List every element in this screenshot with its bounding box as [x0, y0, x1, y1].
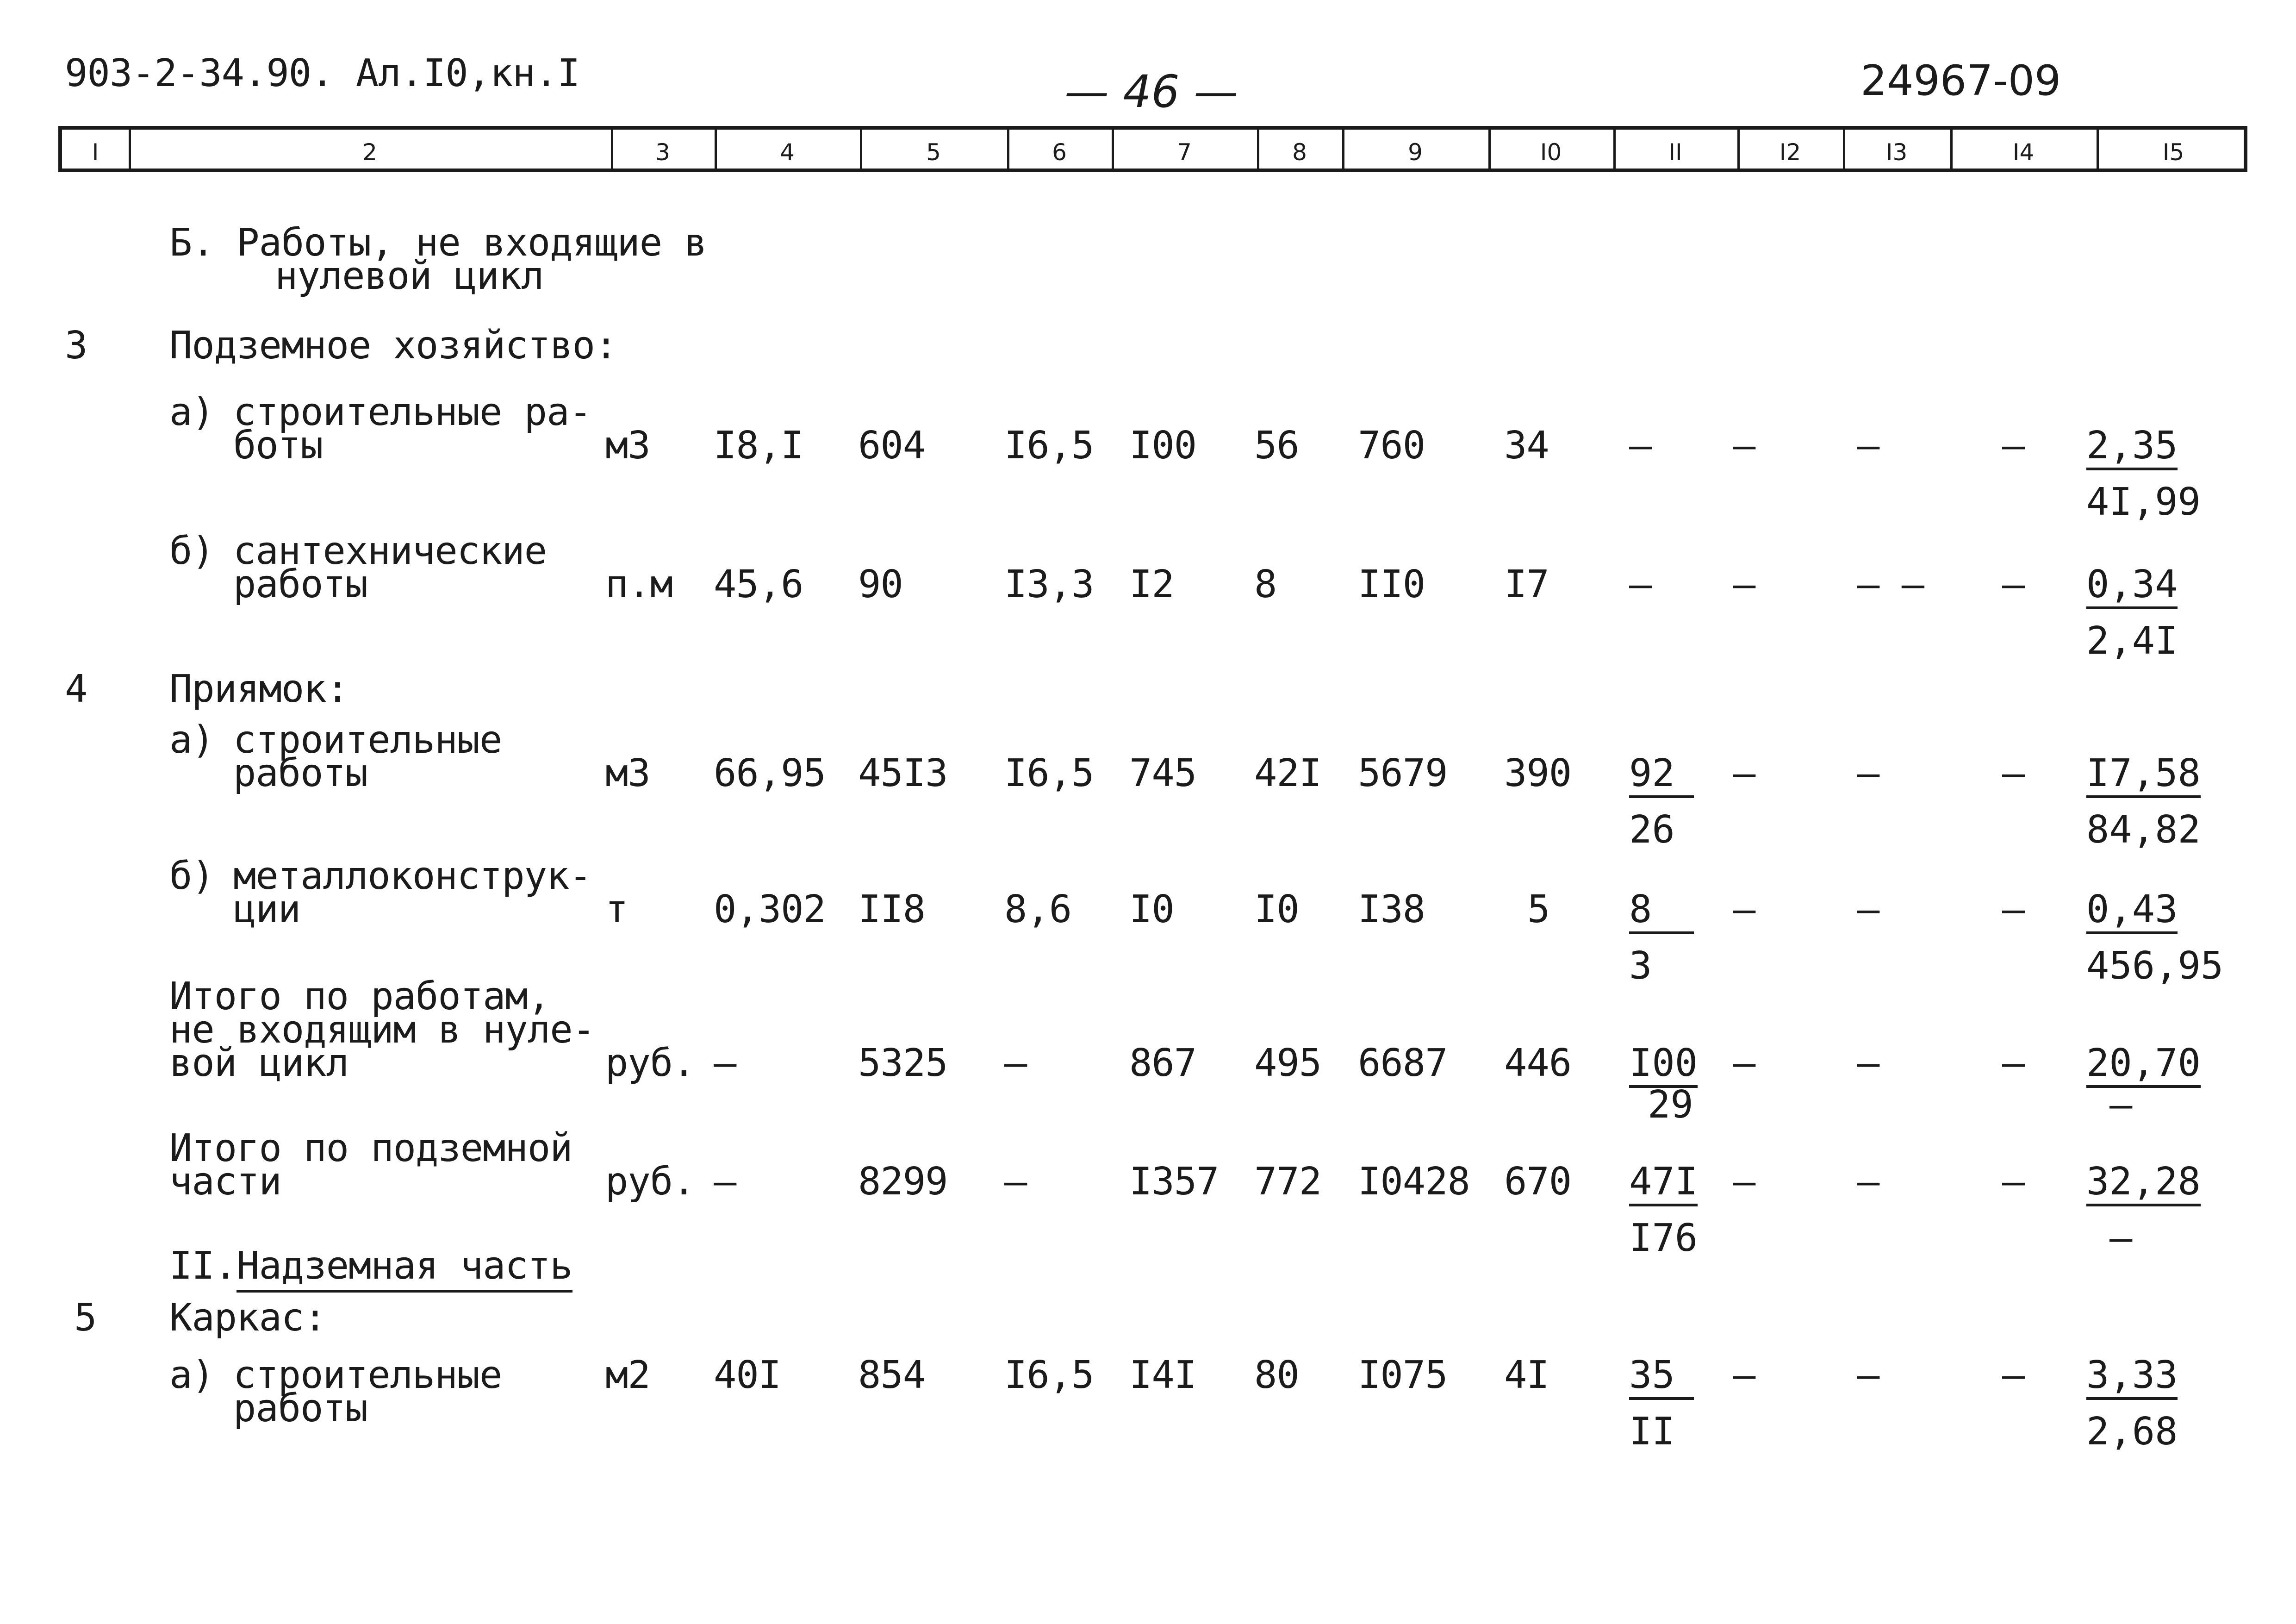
cell: 66,95: [714, 751, 826, 795]
group-title: Каркас:: [169, 1296, 326, 1340]
col-number: 8: [1292, 139, 1307, 166]
section-ii-heading: [169, 1244, 572, 1288]
row-label: строительные ра-: [233, 390, 591, 434]
cell: I4I: [1129, 1353, 1197, 1397]
cell: 760: [1358, 424, 1425, 468]
fraction-cell: [1629, 1353, 1694, 1454]
cell: I38: [1358, 887, 1425, 931]
section-ii-prefix: II.: [169, 1244, 237, 1288]
cell: –: [1857, 887, 1879, 931]
fraction-denominator: II: [1629, 1410, 1675, 1454]
inventory-number: 24967-09: [1860, 56, 2061, 105]
fraction-numerator: I00: [1629, 1044, 1698, 1088]
cell: –: [1733, 887, 1755, 931]
fraction-numerator: I7,58: [2086, 755, 2201, 798]
row-label: Итого по работам,: [169, 974, 550, 1018]
cell: –: [1857, 1160, 1879, 1204]
fraction-cell: [2086, 751, 2201, 852]
fraction-denominator: 3: [1629, 944, 1652, 988]
cell: –: [2002, 751, 2025, 795]
unit-cell: п.м: [605, 562, 673, 606]
cell: II8: [858, 887, 926, 931]
unit-cell: т: [605, 887, 628, 931]
cell: I0428: [1358, 1160, 1470, 1204]
row-label: Итого по подземной: [169, 1126, 572, 1170]
col-number: I: [92, 139, 99, 166]
cell: 5679: [1358, 751, 1448, 795]
document-code: 903-2-34.90. Ал.I0,кн.I: [65, 51, 580, 95]
cell: 42I: [1254, 751, 1322, 795]
fraction-numerator: 0,34: [2086, 566, 2178, 609]
row-prefix: б): [169, 854, 214, 898]
group-number: 3: [65, 324, 87, 368]
cell: –: [714, 1160, 736, 1204]
cell: 8: [1254, 562, 1277, 606]
row-label: сантехнические: [233, 529, 547, 573]
col-number: I5: [2162, 139, 2184, 166]
fraction-denominator: 2,68: [2086, 1410, 2178, 1454]
cell: –: [2002, 1353, 2025, 1397]
cell: 4I: [1504, 1353, 1549, 1397]
fraction-cell: [2086, 887, 2224, 988]
cell: 34: [1504, 424, 1549, 468]
fraction-numerator: 8: [1629, 891, 1694, 934]
cell: I6,5: [1004, 1353, 1094, 1397]
unit-cell: м3: [605, 424, 650, 468]
cell: I357: [1129, 1160, 1219, 1204]
cell: I7: [1504, 562, 1549, 606]
cell: 5: [1527, 887, 1550, 931]
page-number: — 46 —: [1064, 66, 1238, 118]
cell: –: [1857, 1041, 1879, 1085]
fraction-cell: [1629, 751, 1694, 852]
fraction-numerator: 92: [1629, 755, 1694, 798]
cell: –: [1733, 424, 1755, 468]
fraction-denominator: –: [2109, 1083, 2133, 1127]
cell: –: [1004, 1160, 1027, 1204]
col-number: 9: [1408, 139, 1423, 166]
cell: 8299: [858, 1160, 948, 1204]
group-number: 5: [74, 1296, 97, 1340]
cell: I8,I: [714, 424, 803, 468]
col-number: 7: [1177, 139, 1192, 166]
cell: –: [2002, 1160, 2025, 1204]
cell: –: [1733, 562, 1755, 606]
fraction-denominator: –: [2109, 1216, 2133, 1260]
row-label-cont: боты: [233, 424, 323, 468]
cell: I6,5: [1004, 751, 1094, 795]
cell: 495: [1254, 1041, 1322, 1085]
cell: 390: [1504, 751, 1572, 795]
cell: 45,6: [714, 562, 803, 606]
cell: –: [2002, 887, 2025, 931]
row-label-cont: части: [169, 1160, 281, 1204]
cell: 5325: [858, 1041, 948, 1085]
fraction-numerator: 20,70: [2086, 1044, 2201, 1088]
col-number: 5: [926, 139, 941, 166]
cell: –: [2002, 1041, 2025, 1085]
cell: 772: [1254, 1160, 1322, 1204]
cell: I6,5: [1004, 424, 1094, 468]
row-prefix: а): [169, 1353, 214, 1397]
row-label: металлоконструк-: [233, 854, 591, 898]
cell: –: [1857, 1353, 1879, 1397]
cell: I00: [1129, 424, 1197, 468]
cell: 854: [858, 1353, 926, 1397]
cell: –: [1004, 1041, 1027, 1085]
row-prefix: а): [169, 718, 214, 762]
cell: –: [1629, 424, 1652, 468]
fraction-denominator: I76: [1629, 1216, 1698, 1260]
cell: 446: [1504, 1041, 1572, 1085]
fraction-numerator: 2,35: [2086, 427, 2178, 470]
fraction-cell: [2086, 424, 2201, 524]
cell: I2: [1129, 562, 1174, 606]
cell: –: [714, 1041, 736, 1085]
cell: 8,6: [1004, 887, 1072, 931]
cell: –: [1733, 1160, 1755, 1204]
cell: –: [1857, 424, 1879, 468]
cell: – –: [1857, 562, 1924, 606]
cell: –: [1629, 562, 1652, 606]
row-label-cont: ции: [233, 887, 301, 931]
unit-cell: руб.: [605, 1041, 695, 1085]
col-number: II: [1668, 139, 1682, 166]
unit-cell: руб.: [605, 1160, 695, 1204]
column-header-row: [58, 126, 2247, 172]
cell: 6687: [1358, 1041, 1448, 1085]
fraction-numerator: 47I: [1629, 1163, 1698, 1206]
fraction-cell: [1629, 1160, 1698, 1260]
unit-cell: м2: [605, 1353, 650, 1397]
cell: –: [2002, 562, 2025, 606]
fraction-denominator: 26: [1629, 808, 1675, 852]
cell: 80: [1254, 1353, 1299, 1397]
row-label-cont: работы: [233, 562, 368, 606]
row-prefix: а): [169, 390, 214, 434]
cell: 745: [1129, 751, 1197, 795]
cell: II0: [1358, 562, 1425, 606]
col-number: 4: [780, 139, 795, 166]
fraction-numerator: 0,43: [2086, 891, 2178, 934]
row-label: строительные: [233, 1353, 502, 1397]
cell: –: [2002, 424, 2025, 468]
fraction-cell: [2086, 562, 2178, 663]
fraction-cell: [1629, 1041, 1698, 1127]
fraction-numerator: 32,28: [2086, 1163, 2201, 1206]
cell: –: [1733, 1353, 1755, 1397]
fraction-denominator: 4I,99: [2086, 480, 2201, 524]
fraction-numerator: 35: [1629, 1356, 1694, 1400]
section-b-title-cont: нулевой цикл: [275, 254, 544, 298]
fraction-denominator: 29: [1648, 1083, 1693, 1127]
cell: 45I3: [858, 751, 948, 795]
cell: 0,302: [714, 887, 826, 931]
unit-cell: м3: [605, 751, 650, 795]
cell: 40I: [714, 1353, 781, 1397]
cell: 670: [1504, 1160, 1572, 1204]
col-number: I0: [1540, 139, 1562, 166]
fraction-denominator: 456,95: [2086, 944, 2224, 988]
col-number: I3: [1885, 139, 1908, 166]
cell: I075: [1358, 1353, 1448, 1397]
row-label-cont: работы: [233, 751, 368, 795]
row-label-cont: вой цикл: [169, 1041, 348, 1085]
fraction-denominator: 2,4I: [2086, 619, 2178, 663]
fraction-numerator: 3,33: [2086, 1356, 2178, 1400]
fraction-cell: [1629, 887, 1694, 988]
fraction-cell: [2086, 1160, 2201, 1260]
cell: –: [1733, 1041, 1755, 1085]
cell: I0: [1129, 887, 1174, 931]
section-b-title: Б. Работы, не входящие в: [169, 221, 707, 265]
col-number: 2: [362, 139, 377, 166]
cell: I3,3: [1004, 562, 1094, 606]
section-ii-title: Надземная часть: [236, 1244, 572, 1293]
cell: 604: [858, 424, 926, 468]
fraction-cell: [2086, 1041, 2201, 1127]
cell: I0: [1254, 887, 1299, 931]
row-label-cont: не входящим в нуле-: [169, 1008, 595, 1052]
row-label: строительные: [233, 718, 502, 762]
group-title: Подземное хозяйство:: [169, 324, 617, 368]
fraction-denominator: 84,82: [2086, 808, 2201, 852]
col-number: I4: [2012, 139, 2035, 166]
fraction-cell: [2086, 1353, 2178, 1454]
cell: 867: [1129, 1041, 1197, 1085]
cell: 90: [858, 562, 903, 606]
row-prefix: б): [169, 529, 214, 573]
cell: 56: [1254, 424, 1299, 468]
col-number: 6: [1052, 139, 1067, 166]
cell: –: [1733, 751, 1755, 795]
cell: –: [1857, 751, 1879, 795]
group-title: Приямок:: [169, 667, 348, 711]
group-number: 4: [65, 667, 87, 711]
row-label-cont: работы: [233, 1387, 368, 1430]
col-number: 3: [655, 139, 670, 166]
col-number: I2: [1779, 139, 1801, 166]
